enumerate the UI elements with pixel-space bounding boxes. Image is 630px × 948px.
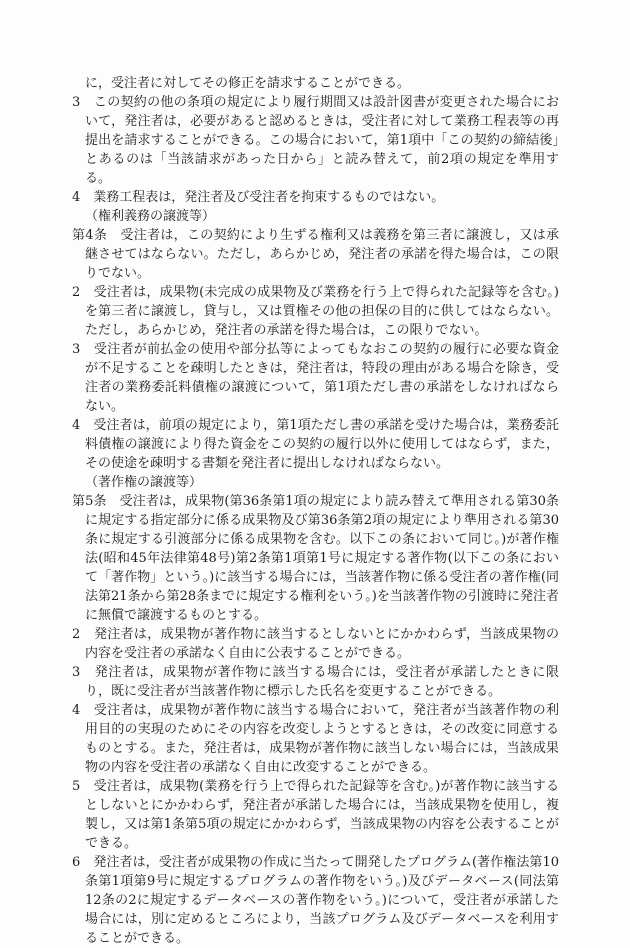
clause-paragraph xyxy=(72,416,559,473)
clause-number: 3 xyxy=(72,342,81,357)
clause-number: 2 xyxy=(72,285,81,300)
clause-number: 2 xyxy=(72,627,81,642)
clause-text: 業務工程表は，発注者及び受注者を拘束するものではない。 xyxy=(93,190,445,205)
clause-text: 受注者は，この契約により生ずる権利又は義務を第三者に譲渡し，又は承継させてはならない。ただし，あらかじめ，発注者の承諾を得た場合は，この限りでない。 xyxy=(85,228,559,281)
clause-number: 5 xyxy=(72,779,81,794)
section-heading-text: （権利義務の譲渡等） xyxy=(85,209,216,224)
clause-paragraph xyxy=(72,93,559,188)
clause-number: 4 xyxy=(72,418,81,433)
clause-text: 受注者は，成果物(未完成の成果物及び業務を行う上で得られた記録等を含む。)を第三者に譲渡し，貸与し，又は質権その他の担保の目的に供してはならない。ただし，あらかじめ，発注者の承諾を得た場合は，この限りでない。 xyxy=(85,285,559,338)
clause-text: に，受注者に対してその修正を請求することができる。 xyxy=(85,76,411,91)
article-paragraph xyxy=(72,226,559,283)
clause-paragraph xyxy=(72,188,559,207)
section-heading xyxy=(72,473,559,492)
clause-paragraph xyxy=(72,701,559,777)
article-number: 第4条 xyxy=(72,228,108,243)
clause-number: 4 xyxy=(72,703,81,718)
clause-number: 6 xyxy=(72,855,81,870)
clause-text: この契約の他の条項の規定により履行期間又は設計図書が変更された場合において，発注者は，必要があると認めるときは，受注者に対して業務工程表等の再提出を請求することができる。この場合において，第1項中「この契約の締結後」とあるのは「当該請求があった日から」と読み替えて，前2項の規定を準用する。 xyxy=(85,95,559,186)
clause-text: 受注者は，成果物が著作物に該当する場合において，発注者が当該著作物の利用目的の実現のためにその内容を改変しようとするときは，その改変に同意するものとする。また，発注者は，成果物が著作物に該当しない場合には，当該成果物の内容を受注者の承諾なく自由に改変することができる。 xyxy=(85,703,559,775)
clause-paragraph xyxy=(72,853,559,948)
clause-number: 3 xyxy=(72,95,81,110)
clause-continuation xyxy=(72,74,559,93)
clause-text: 受注者は，成果物(業務を行う上で得られた記録等を含む。)が著作物に該当するとしないとにかかわらず，発注者が承諾した場合には，当該成果物を使用し，複製し，又は第1条第5項の規定にかかわらず，当該成果物の内容を公表することができる。 xyxy=(85,779,559,851)
clause-number: 3 xyxy=(72,665,81,680)
article-paragraph xyxy=(72,492,559,625)
clause-text: 発注者は，成果物が著作物に該当する場合には，受注者が承諾したときに限り，既に受注者が当該著作物に標示した氏名を変更することができる。 xyxy=(85,665,559,699)
clause-paragraph xyxy=(72,663,559,701)
clause-text: 発注者は，成果物が著作物に該当するとしないとにかかわらず，当該成果物の内容を受注者の承諾なく自由に公表することができる。 xyxy=(85,627,559,661)
clause-text: 受注者は，成果物(第36条第1項の規定により読み替えて準用される第30条に規定する指定部分に係る成果物及び第36条第2項の規定により準用される第30条に規定する引渡部分に係る成果物を含む。以下この条において同じ。)が著作権法(昭和45年法律第48号)第2条第1項第1号に規定する著作物(以下この条において「著作物」という。)に該当する場合には，当該著作物に係る受注者の著作権(同法第21条から第28条までに規定する権利をいう。)を当該著作物の引渡時に発注者に無償で譲渡するものとする。 xyxy=(85,494,559,623)
clause-text: 受注者が前払金の使用や部分払等によってもなおこの契約の履行に必要な資金が不足することを疎明したときは，発注者は，特段の理由がある場合を除き，受注者の業務委託料債権の譲渡について，第1項ただし書の承諾をしなければならない。 xyxy=(85,342,559,414)
section-heading xyxy=(72,207,559,226)
clause-paragraph xyxy=(72,283,559,340)
clause-text: 受注者は，前項の規定により，第1項ただし書の承諾を受けた場合は，業務委託料債権の譲渡により得た資金をこの契約の履行以外に使用してはならず，また，その使途を疎明する書類を発注者に提出しなければならない。 xyxy=(85,418,559,471)
clause-text: 発注者は，受注者が成果物の作成に当たって開発したプログラム(著作権法第10条第1項第9号に規定するプログラムの著作物をいう。)及びデータベース(同法第12条の2に規定するデータベースの著作物をいう。)について，受注者が承諾した場合には，別に定めるところにより，当該プログラム及びデータベースを利用することができる。 xyxy=(85,855,559,946)
article-number: 第5条 xyxy=(72,494,107,509)
clause-paragraph xyxy=(72,625,559,663)
clause-number: 4 xyxy=(72,190,81,205)
clause-paragraph xyxy=(72,777,559,853)
section-heading-text: （著作権の譲渡等） xyxy=(85,475,203,490)
clause-paragraph xyxy=(72,340,559,416)
